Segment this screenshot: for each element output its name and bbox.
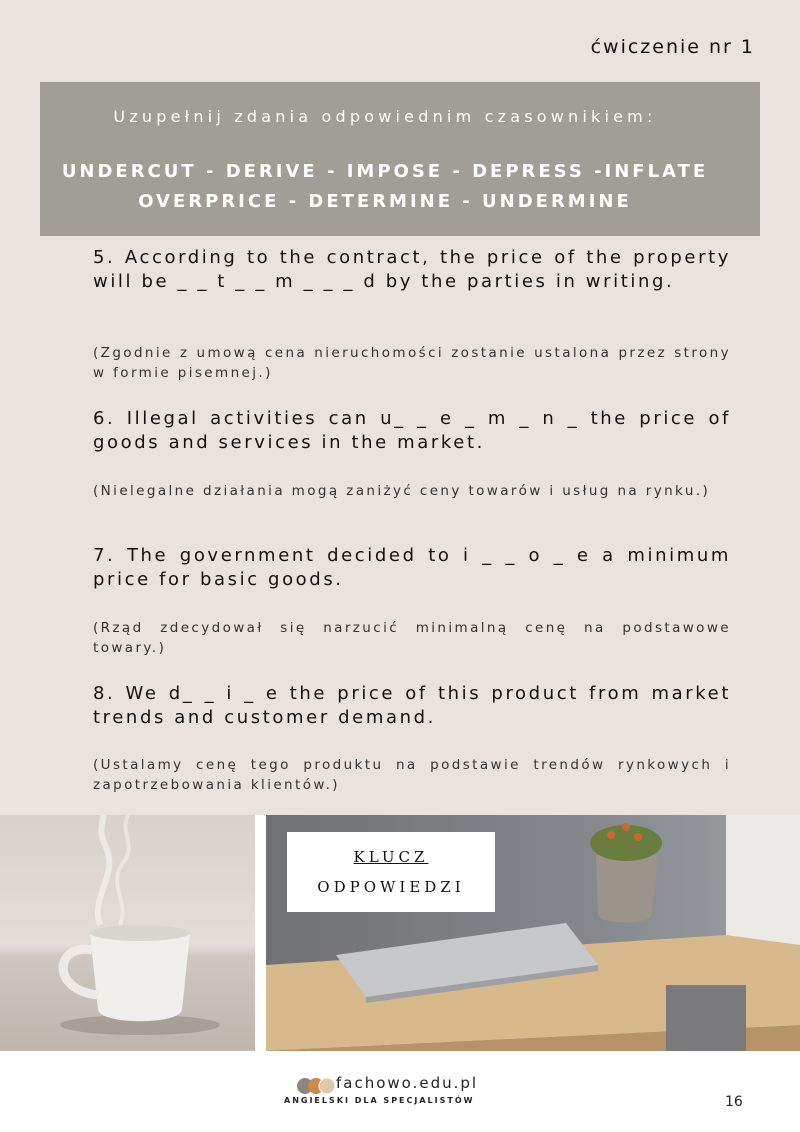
logo-circles-icon — [296, 1076, 336, 1096]
instruction-text: Uzupełnij zdania odpowiednim czasownikiem: — [113, 107, 657, 126]
translation-7: (Rząd zdecydował się narzucić minimalną cenę na podstawowe towary.) — [93, 620, 731, 656]
answer-key-line-2: ODPOWIEDZI — [317, 878, 465, 896]
word-bank-line-2: OVERPRICE - DETERMINE - UNDERMINE — [138, 191, 632, 212]
translation-8: (Ustalamy cenę tego produktu na podstawie trendów rynkowych i zapotrzebowania klientów.) — [93, 757, 731, 793]
footer-logo — [284, 1074, 536, 1114]
page-number: 16 — [725, 1094, 743, 1110]
instruction-box — [40, 82, 760, 236]
exercise-item-5: 5. According to the contract, the price of the property will be _ _ t _ _ m _ _ _ d by the parties in writing. — [93, 247, 731, 292]
exercise-item-7: 7. The government decided to i _ _ o _ e a minimum price for basic goods. — [93, 545, 731, 590]
answer-key-button[interactable] — [287, 832, 495, 912]
answer-key-line-1: KLUCZ — [353, 848, 429, 866]
brand-name: fachowo.edu.pl — [336, 1074, 479, 1092]
coffee-cup-photo — [0, 815, 255, 1051]
word-bank — [40, 157, 730, 217]
exercise-item-8: 8. We d_ _ i _ e the price of this product from market trends and customer demand. — [93, 683, 731, 728]
exercise-title: ćwiczenie nr 1 — [590, 36, 755, 58]
word-bank-line-1: UNDERCUT - DERIVE - IMPOSE - DEPRESS -INFLATE — [61, 161, 709, 182]
translation-5: (Zgodnie z umową cena nieruchomości zostanie ustalona przez strony w formie pisemnej.) — [93, 345, 731, 381]
brand-tagline: ANGIELSKI DLA SPECJALISTÓW — [284, 1096, 475, 1105]
translation-6: (Nielegalne działania mogą zaniżyć ceny towarów i usług na rynku.) — [93, 483, 711, 499]
exercise-item-6: 6. Illegal activities can u_ _ e _ m _ n _ the price of goods and services in the market. — [93, 408, 731, 453]
